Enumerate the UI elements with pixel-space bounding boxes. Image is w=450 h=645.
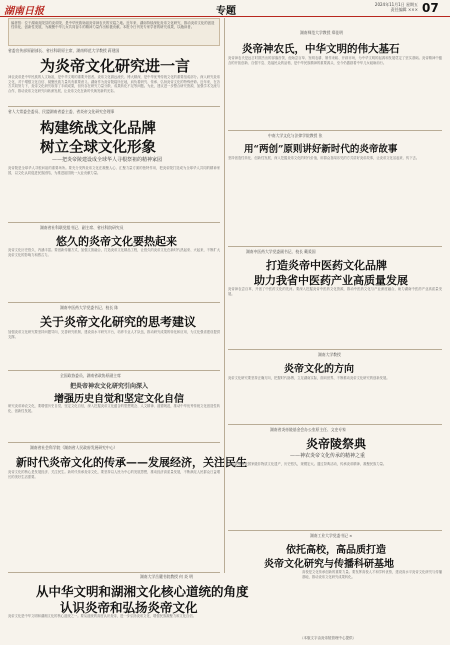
article-headline: 炎帝文化的方向 xyxy=(284,364,354,375)
article-headline-line2: 树立全球文化形象 xyxy=(40,139,156,156)
date-info xyxy=(348,2,418,12)
article-headline: 悠久的炎帝文化要热起来 xyxy=(56,235,177,248)
article-body: 炎帝陵祭典是国家级非物质文化遗产，历史悠久，规模宏大。通过祭典活动，传承炎帝精神，凝聚民族力量。 xyxy=(228,462,387,466)
editor-line: 责任编辑 ××× xyxy=(390,7,418,12)
divider xyxy=(228,130,442,131)
article-body: 炎帝神农氏是远古时期杰出的部落首领，他始尝百草、发明农耕、制作耒耜、开辟市场，为中华文明的起源和发展奠定了坚实基础。炎帝精神中蕴含的开拓创新、自强不息、造福民众的品格，是中华民族精神的重要源头，至今仍激励着中华儿女砥砺前行。 xyxy=(228,56,442,65)
divider xyxy=(228,530,442,531)
article-kicker: 湖南师范大学教授 郑佳明 xyxy=(300,30,343,35)
masthead xyxy=(0,0,450,17)
newspaper-logo: 湖南日报 xyxy=(4,6,44,17)
article-body: 炎帝文化是中华文明和湖湘文化的核心道统之一。要从道统的高度认识炎帝，进一步弘扬炎帝文化，增强民族凝聚力和文化自信。 xyxy=(8,614,196,618)
article-kicker: 湖南大学岳麓书院教授 何 炎 明 xyxy=(140,574,193,579)
article-body: 研究炎帝神农文化，要增强历史自觉，坚定文化自信，深入挖掘炎帝文化蕴含的思想观念、人文精神、道德规范，推动中华优秀传统文化创造性转化、创新性发展。 xyxy=(8,404,220,413)
divider xyxy=(8,442,220,443)
article-subhead: ——神农炎帝文化传承的精神之重 xyxy=(290,453,366,459)
article-headline: 炎帝陵祭典 xyxy=(306,437,367,451)
article-headline-line2: 炎帝文化研究与传播科研基地 xyxy=(264,559,394,570)
footer-note: （本版文字由炎帝陵管理中心提供） xyxy=(300,636,356,640)
divider xyxy=(228,349,442,350)
article-headline: 构建统战文化品牌 xyxy=(40,120,156,137)
article-headline: 增强历史自觉和坚定文化自信 xyxy=(54,394,184,405)
editor-note: 编者按：位于湖南炎陵县的炎帝陵，是中华民族始祖炎帝神农氏的安寝之地。近年来，湖南持续深化炎帝文化研究，推动炎帝文化的创造性转化、创新性发展，为凝聚中华儿女共同奋斗的精神力量作出积极贡献。本报今日刊发专家学者的研究成果，以飨读者。 xyxy=(8,18,220,46)
divider xyxy=(8,572,220,573)
article-body: 坚持创造性转化、创新性发展，深入挖掘炎帝文化的时代价值，用群众喜闻乐见的方式讲好炎帝故事，让炎帝文化活起来、传下去。 xyxy=(228,156,420,160)
divider xyxy=(228,424,442,425)
article-headline: 打造炎帝中医药文化品牌 xyxy=(266,259,387,272)
article-kicker: 湖南中医药大学党委书记、校长 陈 xyxy=(60,305,119,310)
article-kicker: 湖南工业大学党委书记 × xyxy=(310,533,353,538)
article-kicker: 湖南省社科联党组书记、副主席、省社科院研究员 xyxy=(40,225,124,230)
divider xyxy=(228,246,442,247)
article-kicker: 湖南省社会科学院（湖南省人民政府发展研究中心） xyxy=(30,445,118,450)
column-divider xyxy=(224,18,225,573)
article-kicker: 省人大常委会委员、民盟湖南省委主委，省炎帝文化研究会理事 xyxy=(8,109,115,114)
article-headline-line2: 助力我省中医药产业高质量发展 xyxy=(254,274,408,287)
article-headline: 依托高校，高品质打造 xyxy=(286,545,386,556)
divider xyxy=(8,106,220,107)
divider xyxy=(8,370,220,371)
article-headline-line2: 认识炎帝和弘扬炎帝文化 xyxy=(60,600,198,615)
article-body: 加强炎帝文化研究要坚持问题导向，完善研究机制，建设高水平研究平台，培养专业人才队伍，推动研究成果的转化和应用，为文化强省建设提供支撑。 xyxy=(8,330,220,339)
article-headline: 新时代炎帝文化的传承——发展经济，关注民生 xyxy=(16,456,247,469)
date-line: 2024年11月1日 星期五 xyxy=(374,2,418,7)
article-body: 炎帝文化的核心是发展经济、关注民生。新时代传承炎帝文化，要坚持以人民为中心的发展思想，推动经济高质量发展，不断满足人民群众日益增长的美好生活需要。 xyxy=(8,470,220,479)
article-body: 炎帝陵是全球华人寻根问祖的重要场所。要充分发挥炎帝文化在凝聚人心、汇聚力量方面的独特作用，把炎帝陵打造成为全球华人共同的精神家园，以文化认同促进民族团结，为推进祖国统一大业贡献力量。 xyxy=(8,166,220,175)
article-headline: 为炎帝文化研究进一言 xyxy=(40,57,191,75)
article-body: 炎帝神农尝百草，开创了中医药文化的先河。要深入挖掘炎帝中医药文化资源，推动中医药文化与产业深度融合，助力湖南中医药产业高质量发展。 xyxy=(228,287,442,296)
page-number: 07 xyxy=(422,1,439,15)
article-body: 炎帝文化历史悠久、内涵丰富。要创新传播方式，加强文旅融合，打造炎帝文化精品工程，让悠久的炎帝文化在新时代热起来、火起来，不断扩大炎帝文化的影响力和感召力。 xyxy=(8,248,220,257)
article-kicker: 省委宣传部原副部长、省社科联原主席，湖南师范大学教授 蒋建国 xyxy=(8,48,120,53)
article-kicker: 湖南大学教授 xyxy=(318,352,341,357)
article-kicker: 全国政协委员，湖南省政协原副主席 xyxy=(60,373,121,378)
article-headline: 用“两创”原则讲好新时代的炎帝故事 xyxy=(244,144,398,155)
article-headline: 炎帝神农氏，中华文明的伟大基石 xyxy=(242,43,400,55)
article-body: 高校是文化传承创新的重要力量。要发挥高校人才和学科优势，建设高水平炎帝文化研究与传播基地，推动炎帝文化研究成果转化。 xyxy=(302,570,442,579)
article-body: 神农炎帝是中华民族的人文始祖，是中华文明的重要开创者。炎帝文化源远流长、博大精深，是中华优秀传统文化的重要组成部分。深入研究炎帝文化，对于增强文化自信、凝聚民族力量具有重要意义。湖南作为炎帝陵寝所在地，肩负着研究、传承、弘扬炎帝文化的特殊使命。近年来，在各方共同努力下，炎帝文化研究取得了丰硕成果，但仍存在研究力量分散、成果转化不足等问题。为此，建议进一步整合研究资源，加强学术交流与合作，推动炎帝文化研究向纵深发展，让炎帝文化在新时代焕发新的光彩。 xyxy=(8,75,220,93)
section-title: 专题 xyxy=(216,6,236,17)
article-kicker: 湖南省炎帝陵基金会办公室原主任、文史专家 xyxy=(270,427,346,432)
article-body: 炎帝文化研究要坚持正确方向，把握时代脉搏，立足湖南实际，面向世界，不断推动炎帝文化研究的创新发展。 xyxy=(228,376,390,380)
article-headline: 从中华文明和湖湘文化核心道统的角度 xyxy=(36,584,249,599)
article-subhead: ——把炎帝陵建设成全球华人寻根祭祖的精神家园 xyxy=(52,157,163,163)
article-headline-small: 把炎帝神农文化研究引向深入 xyxy=(70,383,149,390)
divider xyxy=(8,222,220,223)
article-kicker: 湖南中医药大学党委副书记、校长 戴爱国 xyxy=(246,249,316,254)
article-headline: 关于炎帝文化研究的思考建议 xyxy=(40,315,197,329)
article-kicker: 中南大学文化与法律学院教授 张 xyxy=(268,133,323,138)
divider xyxy=(8,302,220,303)
